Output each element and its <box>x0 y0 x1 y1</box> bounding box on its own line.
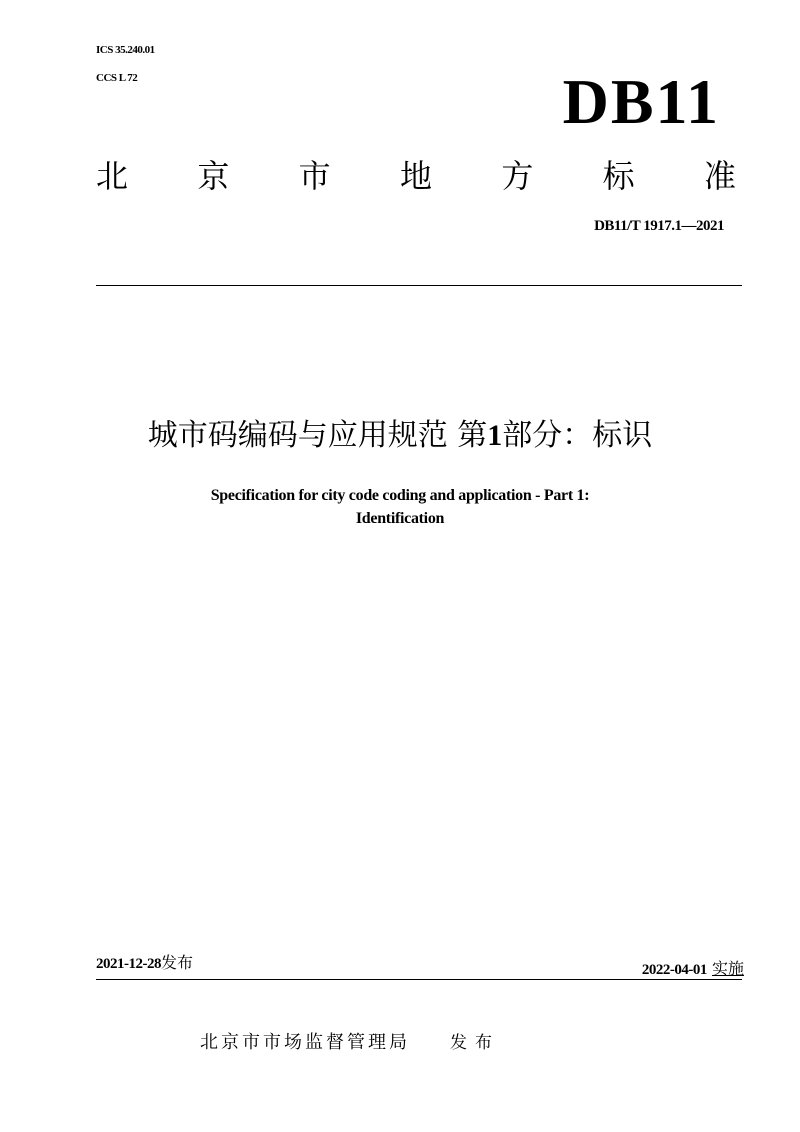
chinese-title <box>60 416 740 456</box>
standard-type-char: 地 <box>399 157 432 195</box>
standard-number: DB11/T 1917.1—2021 <box>594 218 724 234</box>
ics-code: ICS 35.240.01 <box>96 44 155 56</box>
implement-label: 实施 <box>711 959 744 978</box>
standard-type-char: 准 <box>703 157 736 195</box>
implement-date: 2022-04-01 <box>641 962 707 978</box>
chinese-title-part-rest: 部分：标识 <box>502 418 653 453</box>
top-divider <box>96 285 742 286</box>
issue-date-block <box>96 952 193 975</box>
implement-date-block <box>520 958 744 981</box>
english-title-line: Specification for city code coding and application - Part 1: <box>210 487 590 504</box>
standard-type <box>96 156 736 196</box>
english-title <box>60 484 740 530</box>
standard-type-char: 市 <box>298 157 331 195</box>
chinese-title-part-number: 1 <box>487 419 503 452</box>
standard-type-char: 方 <box>501 157 534 195</box>
issue-label: 发布 <box>161 953 194 972</box>
db-code: DB11 <box>562 66 720 137</box>
standard-type-char: 标 <box>602 157 635 195</box>
bottom-divider <box>96 979 742 980</box>
english-title-line: Identification <box>355 510 445 527</box>
ccs-code: CCS L 72 <box>96 72 138 84</box>
issuer-name: 北京市市场监督管理局 <box>200 1032 410 1053</box>
issuer-block <box>200 1030 600 1056</box>
standard-type-char: 北 <box>96 157 129 195</box>
issuer-action: 发布 <box>450 1033 500 1053</box>
chinese-title-main: 城市码编码与应用规范 第 <box>147 418 488 453</box>
issue-date: 2021-12-28 <box>96 956 161 972</box>
standard-type-char: 京 <box>197 157 230 195</box>
